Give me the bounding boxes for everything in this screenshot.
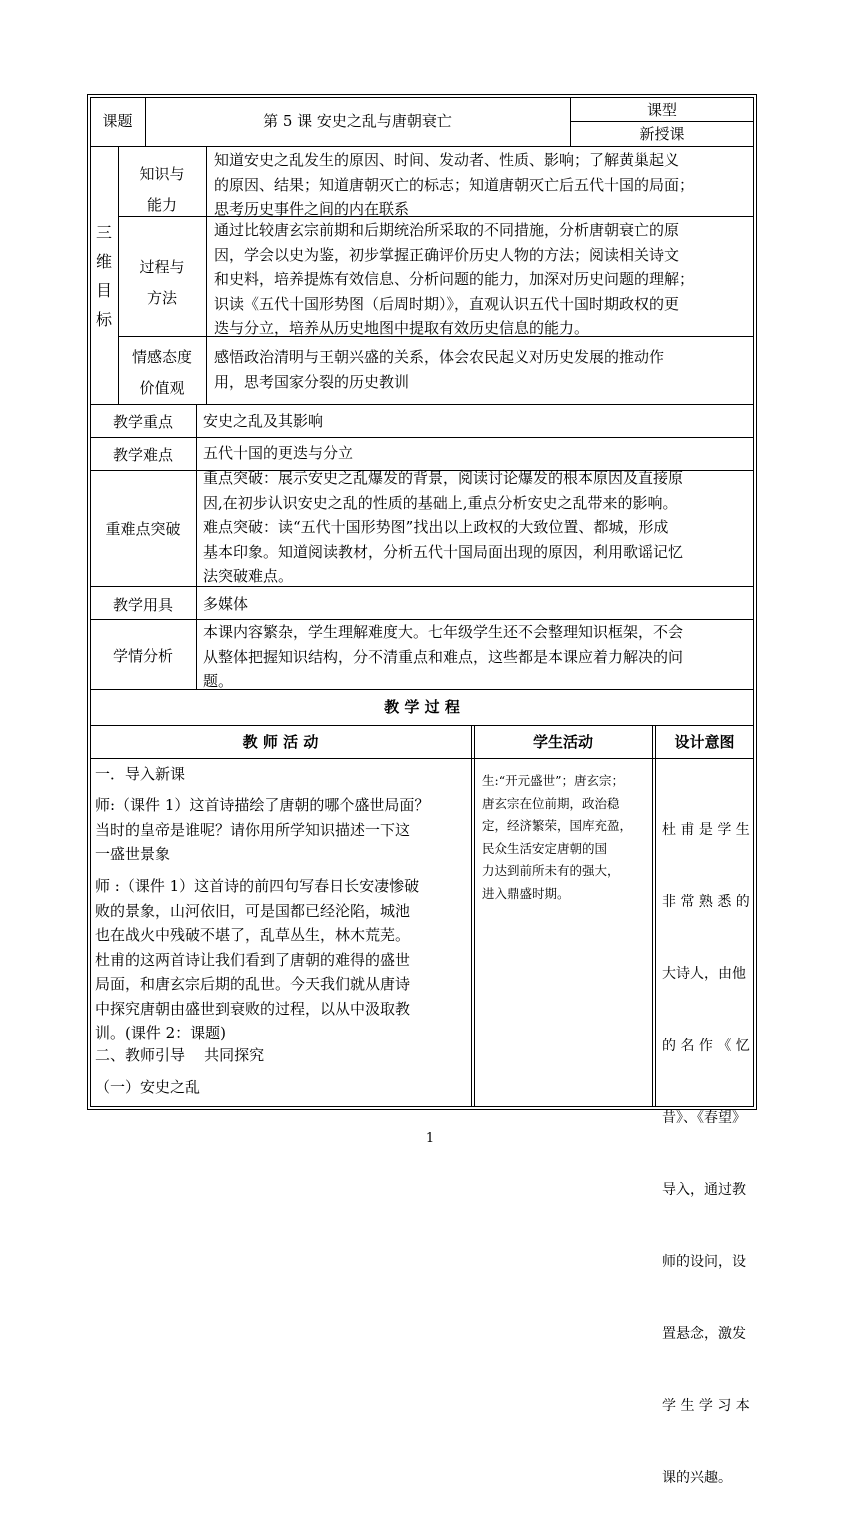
difficulty-value: 五代十国的更迭与分立 xyxy=(203,444,354,462)
col-student-header: 学生活动 xyxy=(532,733,593,751)
teacher-para-2: 师 :（课件 1）这首诗的前四句写春日长安凄惨破 败的景象，山河依旧，可是国都已经沦陷，城池 也在战火中残破不堪了，乱草丛生，林木荒芜。 杜甫的这两首诗让我们看到了唐朝的难得的盛世 局面，和唐玄宗后期的乱世。今天我们就从唐诗 中探究唐朝由盛世到衰败的过程，以从中汲取教 训。(课件 2：课题) xyxy=(95,877,420,1042)
knowledge-label: 知识与 能力 xyxy=(139,165,185,214)
page: 课题 第 5 课 安史之乱与唐朝衰亡 课型 新授课 三 维 目 标 知识与 能力 知道安史之乱发生的原因、时间、发动者、性质、影响；了解黄巢起义 的原因、结果；知道唐朝灭亡的标志；知道唐朝灭亡后五代十国的局面； 思考历史事件之间的内在联系 过程与 方法 通过比较唐玄宗前期和后期统治所采取的不同措施，分析唐朝衰亡的原 因，学会以史为鉴，初步掌握正确评价历史人物的方法；阅读相关诗文 和史料，培养提炼有效信息、分析问题的能力，加深对历史问题的理解； 识读《五代十国形势图（后周时期）》，直观认识五代十国时期政权的更 迭与分立，培养从历史地图中提取有效历史信息的能力。 情感态度 价值观 感悟政治清明与王朝兴盛的关系，体会农民起义对历史发展的推动作 用，思考国家分裂的历史教训 教学重点 安史之乱及其影响 教学难点 五代十国的更迭与分立 重难点突破 重点突破：展示安史之乱爆发的背景，阅读讨论爆发的根本原因及直接原 因,在初步认识安史之乱的性质的基础上,重点分析安史之乱带来的影响。 难点突破：读“五代十国形势图”找出以上政权的大致位置、都城，形成 基本印象。知道阅读教材，分析五代十国局面出现的原因，利用歌谣记忆 法突破难点。 教学用具 多媒体 学情分析 本课内容繁杂，学生理解难度大。七年级学生还不会整理知识框架，不会 从整体把握知识结构，分不清重点和难点，这些都是本课应着力解决的问 题。 教 学 过 程 教 师 活 动 学生活动 设计意图 一．导入新课 师:（课件 1）这首诗描绘了唐朝的哪个盛世局面？ 当时的皇帝是谁呢？请你用所学知识描述一下这 一盛世景象 师 :（课件 1）这首诗的前四句写春日长安凄惨破 败的景象，山河依旧，可是国都已经沦陷，城池 也在战火中残破不堪了，乱草丛生，林木荒芜。 杜甫的这两首诗让我们看到了唐朝的难得的盛世 局面，和唐玄宗后期的乱世。今天我们就从唐诗 中探究唐朝由盛世到衰败的过程，以从中汲取教 训。(课件 2：课题) 二、教师引导 共同探究 （一）安史之乱 生:“开元盛世”；唐玄宗； 唐玄宗在位前期，政治稳 定，经济繁荣，国库充盈， 民众生活安定唐朝的国 力达到前所未有的强大， 进入鼎盛时期。 杜 甫 是 学 生 非 常 熟 悉 的 大诗人，由他 的 名 作 《 忆 昔》、《春望》 导入，通过教 师的设问，设 置悬念，激发 学 生 学 习 本 课的兴趣。 1 xyxy=(0,0,860,1216)
page-number: 1 xyxy=(425,1131,435,1146)
col-design-header: 设计意图 xyxy=(674,733,735,751)
emotion-text: 感悟政治清明与王朝兴盛的关系，体会农民起义对历史发展的推动作 用，思考国家分裂的历史教训 xyxy=(214,348,665,391)
topic-label: 课题 xyxy=(102,112,133,130)
section-2-heading: 二、教师引导 共同探究 xyxy=(95,1046,265,1064)
process-title: 教 学 过 程 xyxy=(384,698,460,716)
process-text: 通过比较唐玄宗前期和后期统治所采取的不同措施，分析唐朝衰亡的原 因，学会以史为鉴，初步掌握正确评价历史人物的方法；阅读相关诗文 和史料，培养提炼有效信息、分析问题的能力，加深对历史问题的理解； 识读《五代十国形势图（后周时期）》，直观认识五代十国时期政权的更 迭与分立，培养从历史地图中提取有效历史信息的能力。 xyxy=(214,221,695,337)
teacher-para-1: 师:（课件 1）这首诗描绘了唐朝的哪个盛世局面？ 当时的皇帝是谁呢？请你用所学知识描述一下这 一盛世景象 xyxy=(95,796,430,863)
lesson-title: 第 5 课 安史之乱与唐朝衰亡 xyxy=(263,112,452,130)
student-activity-text: 生:“开元盛世”；唐玄宗； 唐玄宗在位前期，政治稳 定，经济繁荣，国库充盈， 民众生活安定唐朝的国 力达到前所未有的强大， 进入鼎盛时期。 xyxy=(482,773,633,901)
lesson-type-label: 课型 xyxy=(646,101,677,119)
tools-label: 教学用具 xyxy=(112,596,173,614)
subsection-1-heading: （一）安史之乱 xyxy=(95,1078,201,1096)
key-point-value: 安史之乱及其影响 xyxy=(203,412,324,430)
lesson-type-value: 新授课 xyxy=(639,125,685,143)
difficulty-label: 教学难点 xyxy=(112,446,173,464)
key-point-label: 教学重点 xyxy=(112,413,173,431)
breakthrough-label: 重难点突破 xyxy=(105,520,181,538)
knowledge-text: 知道安史之乱发生的原因、时间、发动者、性质、影响；了解黄巢起义 的原因、结果；知道唐朝灭亡的标志；知道唐朝灭亡后五代十国的局面； 思考历史事件之间的内在联系 xyxy=(214,151,695,218)
intro-heading: 一．导入新课 xyxy=(95,765,186,783)
emotion-label: 情感态度 价值观 xyxy=(131,348,192,397)
analysis-text: 本课内容繁杂，学生理解难度大。七年级学生还不会整理知识框架，不会 从整体把握知识结构，分不清重点和难点，这些都是本课应着力解决的问 题。 xyxy=(203,623,684,690)
analysis-label: 学情分析 xyxy=(112,647,173,665)
breakthrough-text: 重点突破：展示安史之乱爆发的背景，阅读讨论爆发的根本原因及直接原 因,在初步认识安史之乱的性质的基础上,重点分析安史之乱带来的影响。 难点突破：读“五代十国形势图”找出以上政权的大致位置、都城，形成 基本印象。知道阅读教材，分析五代十国局面出现的原因，利用歌谣记忆 法突破难点。 xyxy=(203,469,684,585)
process-label: 过程与 方法 xyxy=(139,258,185,307)
col-teacher-header: 教 师 活 动 xyxy=(242,733,319,751)
design-intent-text: 杜 甫 是 学 生 非 常 熟 悉 的 大诗人，由他 的 名 作 《 忆 昔》、《春望》 导入，通过教 师的设问，设 置悬念，激发 学 生 学 习 本 课的兴趣。 xyxy=(662,822,750,1486)
tools-value: 多媒体 xyxy=(203,595,249,613)
